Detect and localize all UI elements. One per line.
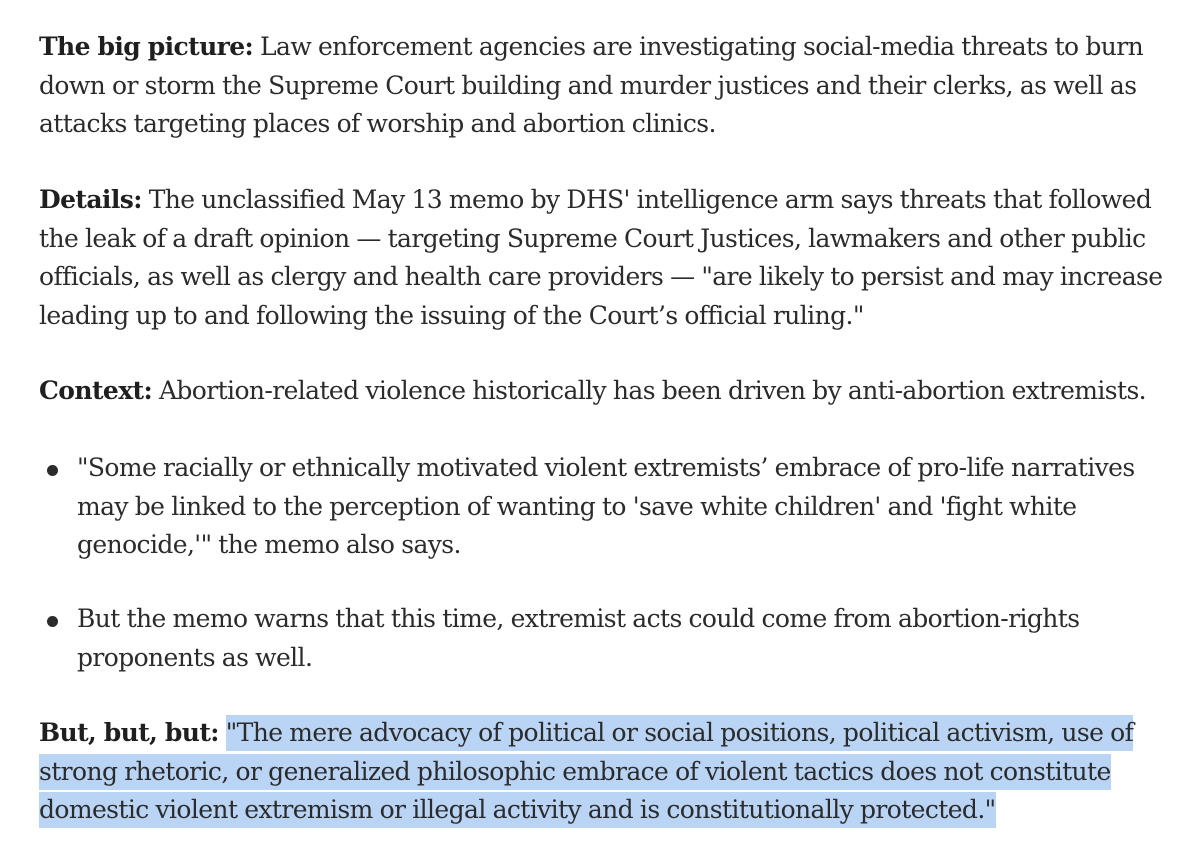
lead-but: But, but, but: [39,718,219,747]
paragraph-but [39,714,1179,830]
bullet-text: But the memo warns that this time, extremist acts could come from abortion-rights proponents as well. [77,604,1080,672]
bullet-icon [47,616,58,627]
paragraph-details [39,181,1179,335]
list-item [77,449,1179,565]
text-big-picture: Law enforcement agencies are investigating social-media threats to burn down or storm the Supreme Court building and murder justices and their clerks, as well as attacks targeting places of worship and abortion clinics. [39,32,1144,138]
paragraph-big-picture [39,28,1179,144]
bullet-icon [47,465,58,476]
bullet-text: "Some racially or ethnically motivated violent extremists’ embrace of pro-life narratives may be linked to the perception of wanting to 'save white children' and 'fight white genocide,'" the memo also says. [77,453,1135,559]
paragraph-context [39,372,1179,411]
list-item [77,600,1179,677]
text-context: Abortion-related violence historically has been driven by anti-abortion extremists. [152,376,1147,405]
text-details: The unclassified May 13 memo by DHS' intelligence arm says threats that followed the leak of a draft opinion — targeting Supreme Court Justices, lawmakers and other public officials, as well as clergy and health care providers — "are likely to persist and may increase leading up to and following the issuing of the Court’s official ruling." [39,185,1163,330]
lead-context: Context: [39,376,153,405]
lead-big-picture: The big picture: [39,32,254,61]
highlighted-quote[interactable]: "The mere advocacy of political or social positions, political activism, use of strong rhetoric, or generalized philosophic embrace of violent tactics does not constitute domestic violent extremism or illegal activity and is constitutionally protected." [39,715,1133,828]
lead-details: Details: [39,185,142,214]
